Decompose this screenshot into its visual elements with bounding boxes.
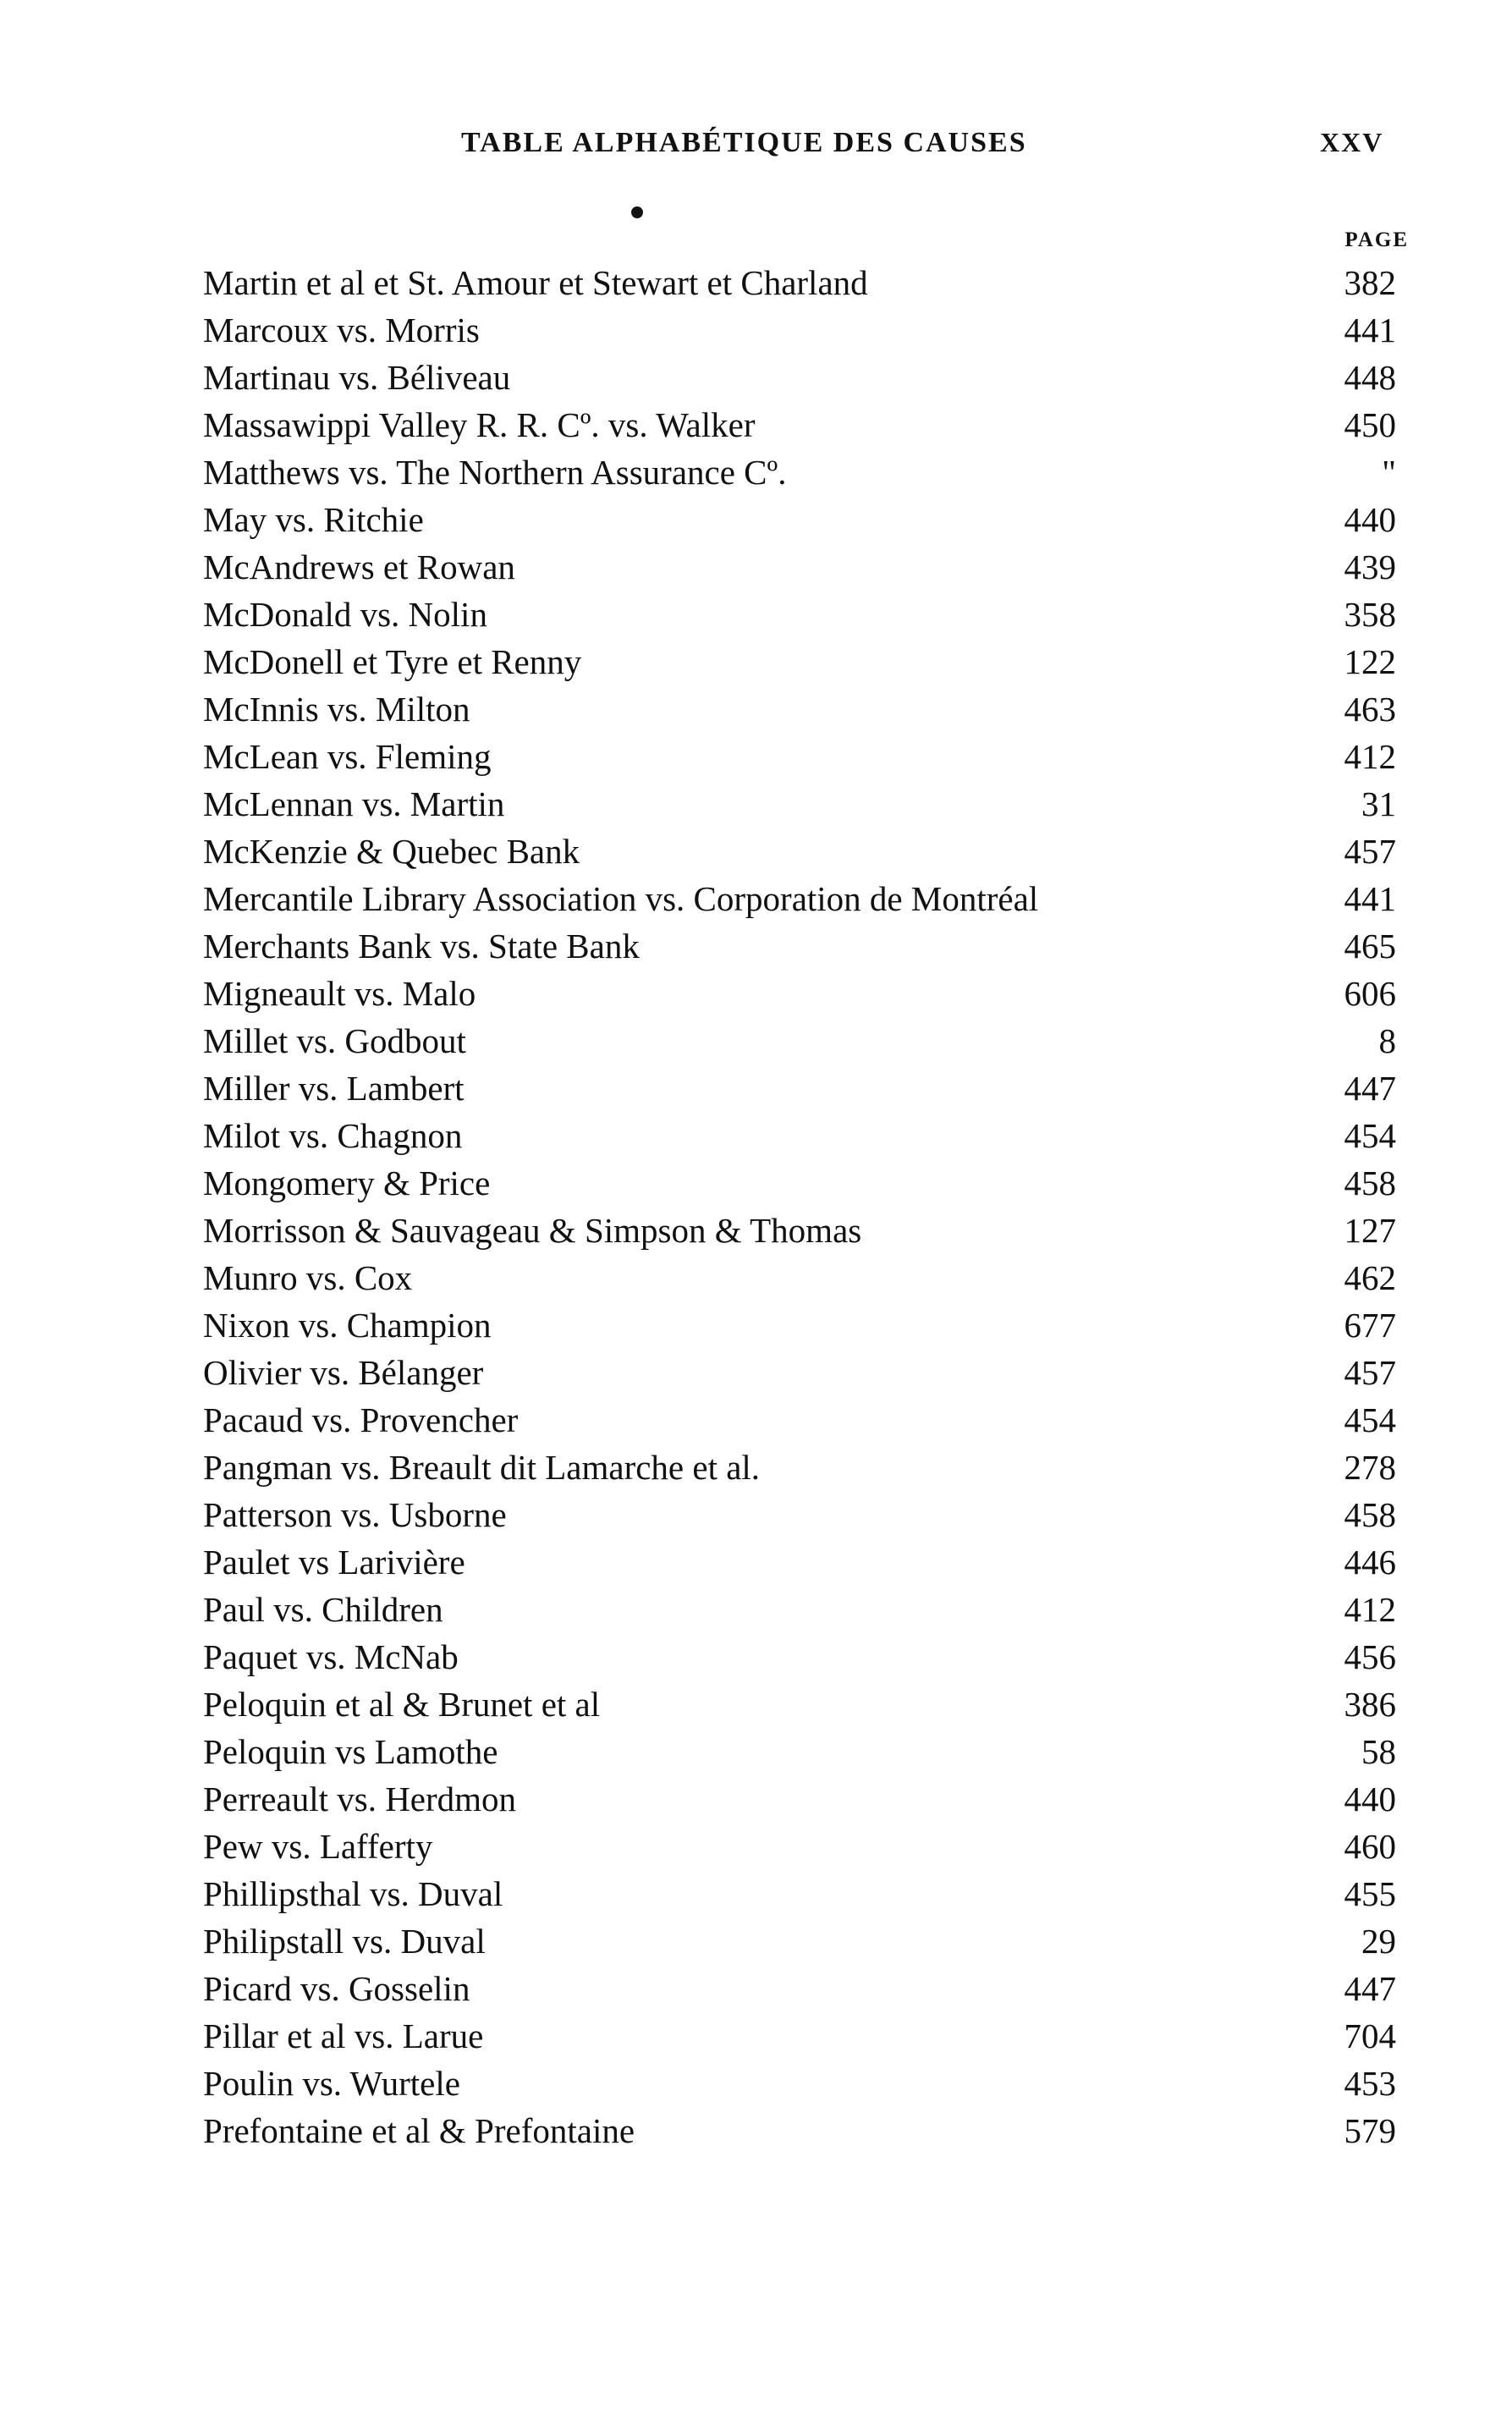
case-parties: Pangman vs. Breault dit Lamarche et al. bbox=[203, 1448, 761, 1487]
case-page-ref: 440 bbox=[1344, 1780, 1396, 1818]
case-page-ref: 448 bbox=[1344, 358, 1396, 397]
case-page-ref: 463 bbox=[1344, 690, 1396, 729]
page-column-label: PAGE bbox=[1344, 228, 1409, 251]
case-parties: Pillar et al vs. Larue bbox=[203, 2016, 484, 2055]
index-entry bbox=[203, 970, 1396, 1017]
case-parties: Pacaud vs. Provencher bbox=[203, 1400, 519, 1439]
index-entry bbox=[203, 1538, 1396, 1586]
case-parties: Martin et al et St. Amour et Stewart et Charland bbox=[203, 263, 868, 302]
index-entry bbox=[203, 1207, 1396, 1254]
case-page-ref: 8 bbox=[1378, 1021, 1396, 1060]
case-page-ref: 122 bbox=[1344, 642, 1396, 681]
case-parties: Picard vs. Gosselin bbox=[203, 1969, 470, 2008]
case-page-ref: 441 bbox=[1344, 311, 1396, 349]
case-parties: McDonald vs. Nolin bbox=[203, 595, 487, 634]
index-entry bbox=[203, 2107, 1396, 2154]
case-parties: Matthews vs. The Northern Assurance Cº. bbox=[203, 453, 787, 492]
case-parties: McLean vs. Fleming bbox=[203, 737, 492, 776]
case-page-ref: 58 bbox=[1361, 1732, 1396, 1771]
case-parties: Mercantile Library Association vs. Corporation de Montréal bbox=[203, 879, 1039, 918]
index-entry bbox=[203, 1965, 1396, 2012]
case-page-ref: " bbox=[1382, 453, 1396, 492]
case-parties: Merchants Bank vs. State Bank bbox=[203, 927, 640, 965]
case-parties: May vs. Ritchie bbox=[203, 500, 424, 539]
index-entry bbox=[203, 591, 1396, 638]
case-page-ref: 127 bbox=[1344, 1211, 1396, 1250]
case-page-ref: 457 bbox=[1344, 1353, 1396, 1392]
ornament-dot bbox=[631, 206, 643, 218]
case-page-ref: 606 bbox=[1344, 974, 1396, 1013]
case-page-ref: 450 bbox=[1344, 405, 1396, 444]
case-parties: McInnis vs. Milton bbox=[203, 690, 470, 729]
case-parties: Milot vs. Chagnon bbox=[203, 1116, 463, 1155]
case-parties: Miller vs. Lambert bbox=[203, 1069, 465, 1108]
case-parties: Nixon vs. Champion bbox=[203, 1306, 492, 1345]
case-page-ref: 704 bbox=[1344, 2016, 1396, 2055]
case-parties: Patterson vs. Usborne bbox=[203, 1495, 507, 1534]
index-entry bbox=[203, 448, 1396, 496]
index-entry bbox=[203, 2060, 1396, 2107]
case-parties: Paul vs. Children bbox=[203, 1590, 443, 1629]
index-entry bbox=[203, 306, 1396, 354]
index-entry bbox=[203, 2012, 1396, 2060]
case-parties: Peloquin et al & Brunet et al bbox=[203, 1685, 601, 1724]
case-parties: McDonell et Tyre et Renny bbox=[203, 642, 582, 681]
case-parties: Pew vs. Lafferty bbox=[203, 1827, 433, 1866]
case-page-ref: 454 bbox=[1344, 1116, 1396, 1155]
index-entry bbox=[203, 1444, 1396, 1491]
index-entry bbox=[203, 1159, 1396, 1207]
index-entry bbox=[203, 496, 1396, 543]
case-page-ref: 447 bbox=[1344, 1969, 1396, 2008]
index-entry bbox=[203, 1254, 1396, 1301]
index-entry bbox=[203, 1349, 1396, 1396]
case-page-ref: 453 bbox=[1344, 2064, 1396, 2103]
case-index-list bbox=[203, 259, 1396, 2154]
case-page-ref: 460 bbox=[1344, 1827, 1396, 1866]
index-entry bbox=[203, 401, 1396, 448]
case-parties: Olivier vs. Bélanger bbox=[203, 1353, 484, 1392]
case-page-ref: 455 bbox=[1344, 1874, 1396, 1913]
case-page-ref: 440 bbox=[1344, 500, 1396, 539]
index-entry bbox=[203, 259, 1396, 306]
case-parties: Migneault vs. Malo bbox=[203, 974, 476, 1013]
index-entry bbox=[203, 1112, 1396, 1159]
case-parties: Paquet vs. McNab bbox=[203, 1637, 459, 1676]
case-parties: Morrisson & Sauvageau & Simpson & Thomas bbox=[203, 1211, 862, 1250]
index-entry bbox=[203, 875, 1396, 922]
case-parties: Munro vs. Cox bbox=[203, 1258, 413, 1297]
index-entry bbox=[203, 1017, 1396, 1064]
case-parties: McAndrews et Rowan bbox=[203, 547, 515, 586]
case-page-ref: 458 bbox=[1344, 1495, 1396, 1534]
case-page-ref: 412 bbox=[1344, 1590, 1396, 1629]
page-number: XXV bbox=[1320, 127, 1384, 157]
case-parties: Massawippi Valley R. R. Cº. vs. Walker bbox=[203, 405, 756, 444]
case-page-ref: 31 bbox=[1361, 784, 1396, 823]
case-parties: McKenzie & Quebec Bank bbox=[203, 832, 580, 871]
case-page-ref: 382 bbox=[1344, 263, 1396, 302]
case-parties: Prefontaine et al & Prefontaine bbox=[203, 2111, 635, 2150]
index-entry bbox=[203, 780, 1396, 828]
case-page-ref: 457 bbox=[1344, 832, 1396, 871]
case-page-ref: 677 bbox=[1344, 1306, 1396, 1345]
index-entry bbox=[203, 1633, 1396, 1681]
case-parties: Phillipsthal vs. Duval bbox=[203, 1874, 503, 1913]
case-parties: Martinau vs. Béliveau bbox=[203, 358, 511, 397]
case-parties: Perreault vs. Herdmon bbox=[203, 1780, 517, 1818]
case-page-ref: 358 bbox=[1344, 595, 1396, 634]
index-entry bbox=[203, 685, 1396, 733]
case-page-ref: 446 bbox=[1344, 1543, 1396, 1582]
index-entry bbox=[203, 1870, 1396, 1917]
index-entry bbox=[203, 922, 1396, 970]
running-head bbox=[0, 127, 1512, 169]
case-parties: Millet vs. Godbout bbox=[203, 1021, 466, 1060]
index-entry bbox=[203, 354, 1396, 401]
case-page-ref: 458 bbox=[1344, 1163, 1396, 1202]
case-parties: Paulet vs Larivière bbox=[203, 1543, 465, 1582]
case-page-ref: 454 bbox=[1344, 1400, 1396, 1439]
index-entry bbox=[203, 1775, 1396, 1823]
index-entry bbox=[203, 1681, 1396, 1728]
case-parties: Peloquin vs Lamothe bbox=[203, 1732, 498, 1771]
case-page-ref: 465 bbox=[1344, 927, 1396, 965]
index-entry bbox=[203, 828, 1396, 875]
index-entry bbox=[203, 638, 1396, 685]
case-page-ref: 441 bbox=[1344, 879, 1396, 918]
case-page-ref: 447 bbox=[1344, 1069, 1396, 1108]
index-entry bbox=[203, 1823, 1396, 1870]
index-entry bbox=[203, 1396, 1396, 1444]
running-title: TABLE ALPHABÉTIQUE DES CAUSES bbox=[461, 127, 1027, 158]
case-page-ref: 439 bbox=[1344, 547, 1396, 586]
index-entry bbox=[203, 543, 1396, 591]
case-page-ref: 412 bbox=[1344, 737, 1396, 776]
index-entry bbox=[203, 1917, 1396, 1965]
index-entry bbox=[203, 1728, 1396, 1775]
index-entry bbox=[203, 1064, 1396, 1112]
index-entry bbox=[203, 733, 1396, 780]
case-parties: McLennan vs. Martin bbox=[203, 784, 505, 823]
case-parties: Poulin vs. Wurtele bbox=[203, 2064, 460, 2103]
case-page-ref: 29 bbox=[1361, 1922, 1396, 1961]
case-parties: Mongomery & Price bbox=[203, 1163, 491, 1202]
index-entry bbox=[203, 1491, 1396, 1538]
index-entry bbox=[203, 1301, 1396, 1349]
case-parties: Philipstall vs. Duval bbox=[203, 1922, 486, 1961]
case-page-ref: 456 bbox=[1344, 1637, 1396, 1676]
case-page-ref: 386 bbox=[1344, 1685, 1396, 1724]
case-page-ref: 462 bbox=[1344, 1258, 1396, 1297]
case-page-ref: 579 bbox=[1344, 2111, 1396, 2150]
case-page-ref: 278 bbox=[1344, 1448, 1396, 1487]
index-entry bbox=[203, 1586, 1396, 1633]
case-parties: Marcoux vs. Morris bbox=[203, 311, 480, 349]
